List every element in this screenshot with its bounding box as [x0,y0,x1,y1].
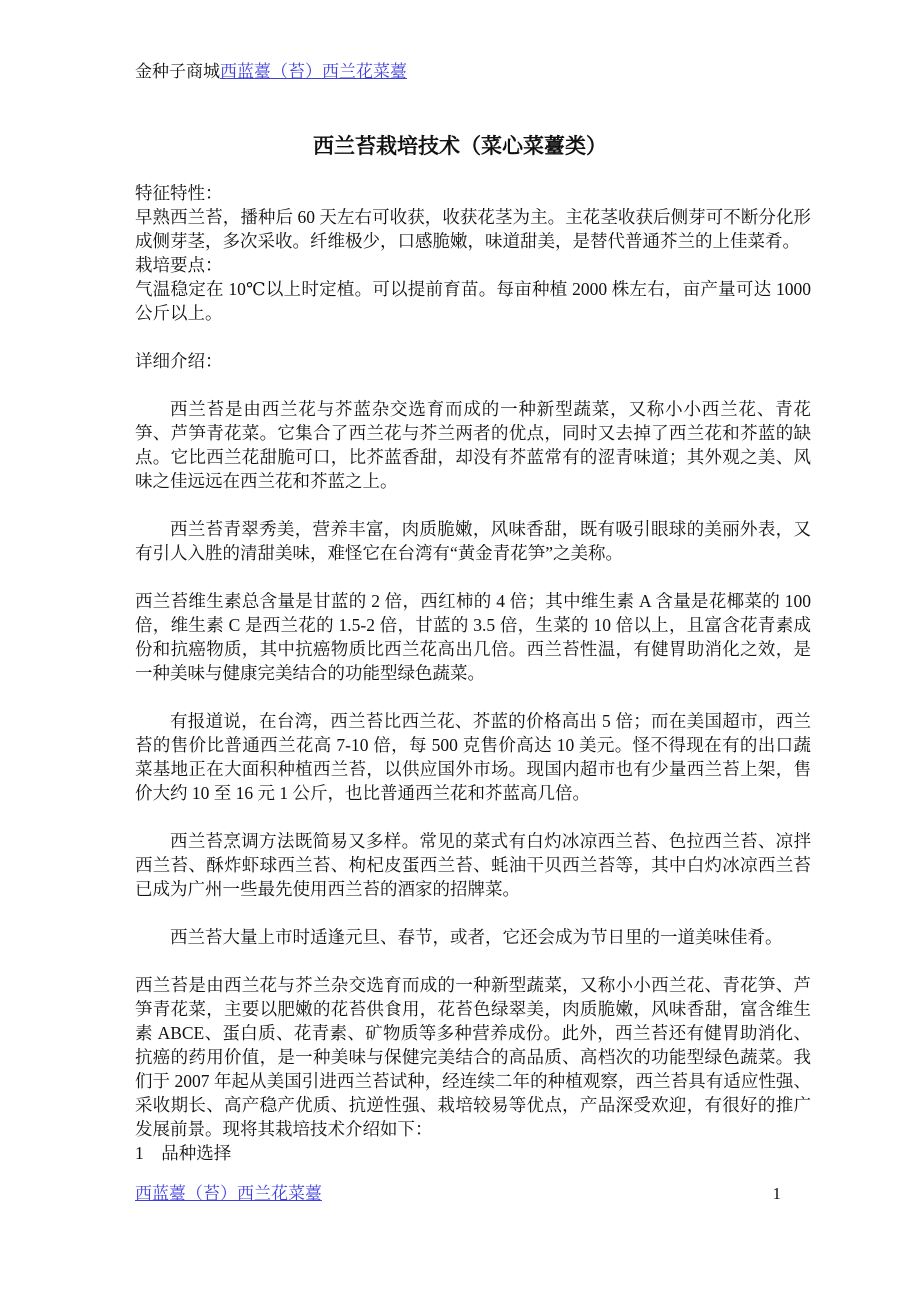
header-store-name: 金种子商城 [135,62,220,81]
paragraph: 有报道说，在台湾，西兰苔比西兰花、芥蓝的价格高出 5 倍；而在美国超市，西兰苔的售价比普通西兰花高 7-10 倍，每 500 克售价高达 10 美元。怪不得现在有的出口蔬菜基地正在大面积种植西兰苔，以供应国外市场。现国内超市也有少量西兰苔上架，售价大约 10 至 16 元 1 公斤，也比普通西兰花和芥蓝高几倍。 [135,711,811,803]
paragraph: 西兰苔是由西兰花与芥蓝杂交选育而成的一种新型蔬菜，又称小小西兰花、青花笋、芦笋青花菜。它集合了西兰花与芥兰两者的优点，同时又去掉了西兰花和芥蓝的缺点。它比西兰花甜脆可口，比芥蓝香甜，却没有芥蓝常有的涩青味道；其外观之美、风味之佳远远在西兰花和芥蓝之上。 [135,399,811,491]
header-product-link[interactable]: 西蓝薹（苔）西兰花菜薹 [220,62,407,81]
paragraph: 详细介绍： [135,351,223,371]
paragraph: 早熟西兰苔，播种后 60 天左右可收获，收获花茎为主。主花茎收获后侧芽可不断分化形成侧芽茎，多次采收。纤维极少，口感脆嫩，味道甜美，是替代普通芥兰的上佳菜肴。 [135,207,811,251]
paragraph: 西兰苔烹调方法既简易又多样。常见的菜式有白灼冰凉西兰苔、色拉西兰苔、凉拌西兰苔、酥炸虾球西兰苔、枸杞皮蛋西兰苔、蚝油干贝西兰苔等，其中白灼冰凉西兰苔已成为广州一些最先使用西兰苔的酒家的招牌菜。 [135,831,811,899]
page-number: 1 [772,1184,781,1203]
page-header [135,61,811,83]
document-body [135,181,811,1165]
paragraph: 西兰苔维生素总含量是甘蓝的 2 倍，西红柿的 4 倍；其中维生素 A 含量是花椰菜的 100 倍，维生素 C 是西兰花的 1.5-2 倍，甘蓝的 3.5 倍，生菜的 10 倍以上，且富含花青素成份和抗癌物质，其中抗癌物质比西兰花高出几倍。西兰苔性温，有健胃助消化之效，是一种美味与健康完美结合的功能型绿色蔬菜。 [135,591,811,683]
footer-product-link[interactable]: 西蓝薹（苔）西兰花菜薹 [135,1184,322,1203]
paragraph: 西兰苔大量上市时适逢元旦、春节，或者，它还会成为节日里的一道美味佳肴。 [170,927,783,947]
paragraph: 西兰苔青翠秀美，营养丰富，肉质脆嫩，风味香甜，既有吸引眼球的美丽外表，又有引人入胜的清甜美味，难怪它在台湾有“黄金青花笋”之美称。 [135,519,811,563]
page-footer [135,1183,811,1205]
paragraph: 气温稳定在 10℃以上时定植。可以提前育苗。每亩种植 2000 株左右，亩产量可达 1000 公斤以上。 [135,279,811,323]
paragraph: 特征特性： [135,183,223,203]
document-title: 西兰苔栽培技术（菜心菜薹类） [313,134,607,158]
paragraph: 西兰苔是由西兰花与芥兰杂交选育而成的一种新型蔬菜，又称小小西兰花、青花笋、芦笋青花菜，主要以肥嫩的花苔供食用，花苔色绿翠美，肉质脆嫩，风味香甜，富含维生素 ABCE、蛋白质、花青素、矿物质等多种营养成份。此外，西兰苔还有健胃助消化、抗癌的药用价值，是一种美味与保健完美结合的高品质、高档次的功能型绿色蔬菜。我们于 2007 年起从美国引进西兰苔试种，经连续二年的种植观察，西兰苔具有适应性强、采收期长、高产稳产优质、抗逆性强、栽培较易等优点，产品深受欢迎，有很好的推广发展前景。现将其栽培技术介绍如下： [135,975,811,1139]
paragraph: 栽培要点： [135,255,223,275]
paragraph: 1 品种选择 [135,1143,232,1163]
